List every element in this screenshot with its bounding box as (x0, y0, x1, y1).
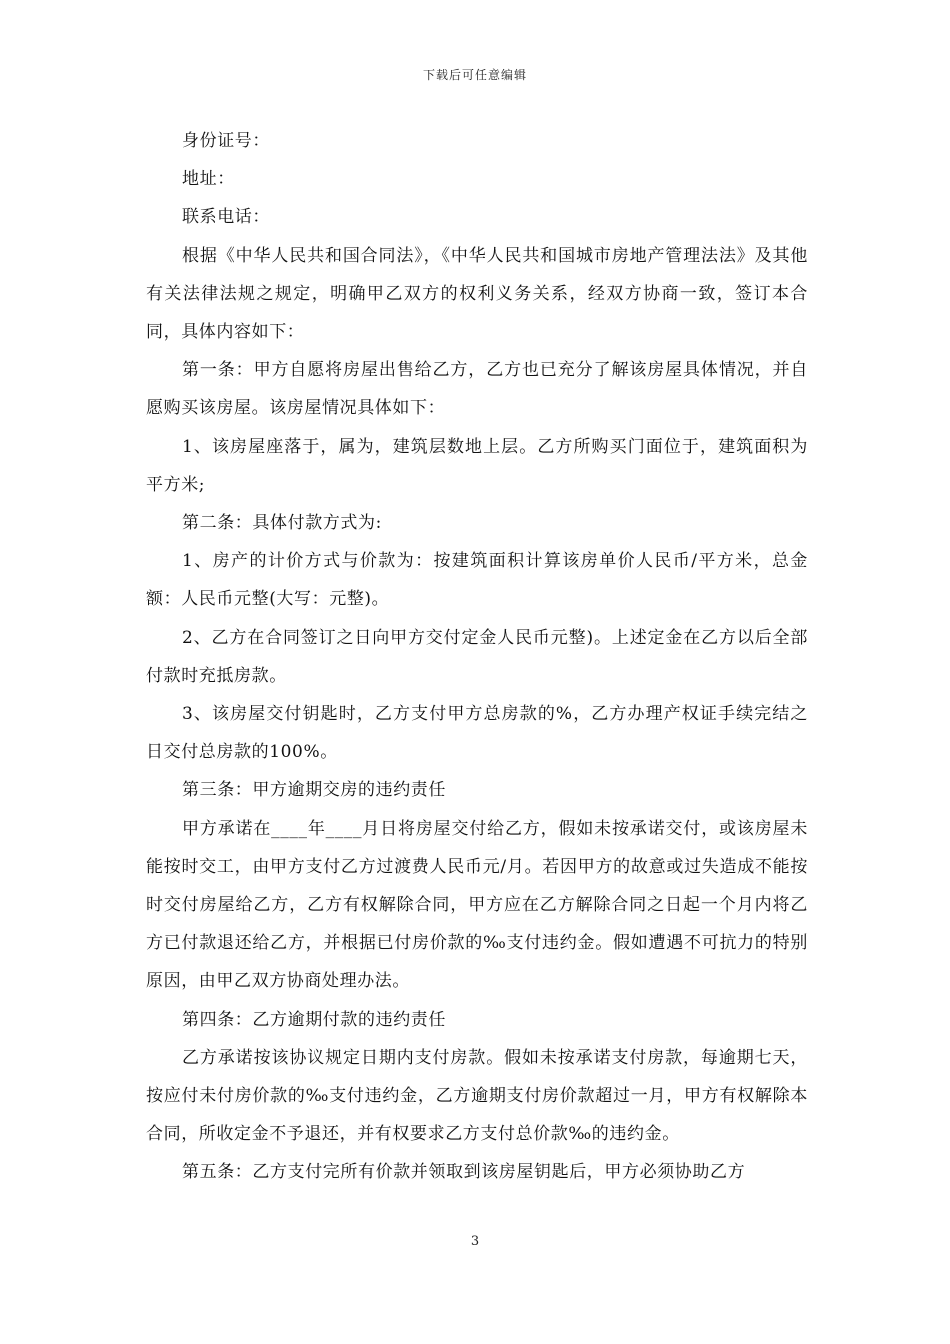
paragraph-address: 地址： (182, 169, 235, 190)
document-body (146, 122, 808, 1192)
paragraph-article-1: 第一条：甲方自愿将房屋出售给乙方，乙方也已充分了解该房屋具体情况，并自愿购买该房屋。该房屋情况具体如下： (146, 360, 808, 419)
paragraph-phone: 联系电话： (182, 207, 270, 228)
page-number: 3 (470, 1234, 480, 1249)
paragraph-preamble: 根据《中华人民共和国合同法》，《中华人民共和国城市房地产管理法法》及其他有关法律法规之规定，明确甲乙双方的权利义务关系，经双方协商一致，签订本合同，具体内容如下： (146, 245, 808, 343)
paragraph-article-2-item-3: 3、该房屋交付钥匙时，乙方支付甲方总房款的%，乙方办理产权证手续完结之日交付总房款的100%。 (146, 704, 808, 763)
paragraph-article-1-item-1: 1、该房屋座落于，属为，建筑层数地上层。乙方所购买门面位于，建筑面积为平方米; (146, 436, 808, 495)
paragraph-article-4: 第四条：乙方逾期付款的违约责任 (182, 1009, 446, 1030)
paragraph-article-2-item-2: 2、乙方在合同签订之日向甲方交付定金人民币元整)。上述定金在乙方以后全部付款时充抵房款。 (146, 627, 808, 686)
page-header: 下载后可任意编辑 (422, 68, 527, 82)
paragraph-article-2-item-1: 1、房产的计价方式与价款为：按建筑面积计算该房单价人民币/平方米，总金额：人民币元整(大写：元整)。 (146, 551, 808, 610)
paragraph-article-2: 第二条：具体付款方式为: (182, 513, 382, 534)
paragraph-article-3: 第三条：甲方逾期交房的违约责任 (182, 780, 446, 801)
paragraph-article-5: 第五条：乙方支付完所有价款并领取到该房屋钥匙后，甲方必须协助乙方 (182, 1162, 746, 1183)
paragraph-article-4-body: 乙方承诺按该协议规定日期内支付房款。假如未按承诺支付房款，每逾期七天，按应付未付房价款的‰支付违约金，乙方逾期支付房价款超过一月，甲方有权解除本合同，所收定金不予退还，并有权要求乙方支付总价款‰的违约金。 (146, 1047, 808, 1145)
paragraph-id-number: 身份证号： (182, 131, 270, 151)
paragraph-article-3-body: 甲方承诺在____年____月日将房屋交付给乙方，假如未按承诺交付，或该房屋未能按时交工，由甲方支付乙方过渡费人民币元/月。若因甲方的故意或过失造成不能按时交付房屋给乙方，乙方有权解除合同，甲方应在乙方解除合同之日起一个月内将乙方已付款退还给乙方，并根据已付房价款的‰支付违约金。假如遭遇不可抗力的特别原因，由甲乙双方协商处理办法。 (146, 818, 808, 992)
